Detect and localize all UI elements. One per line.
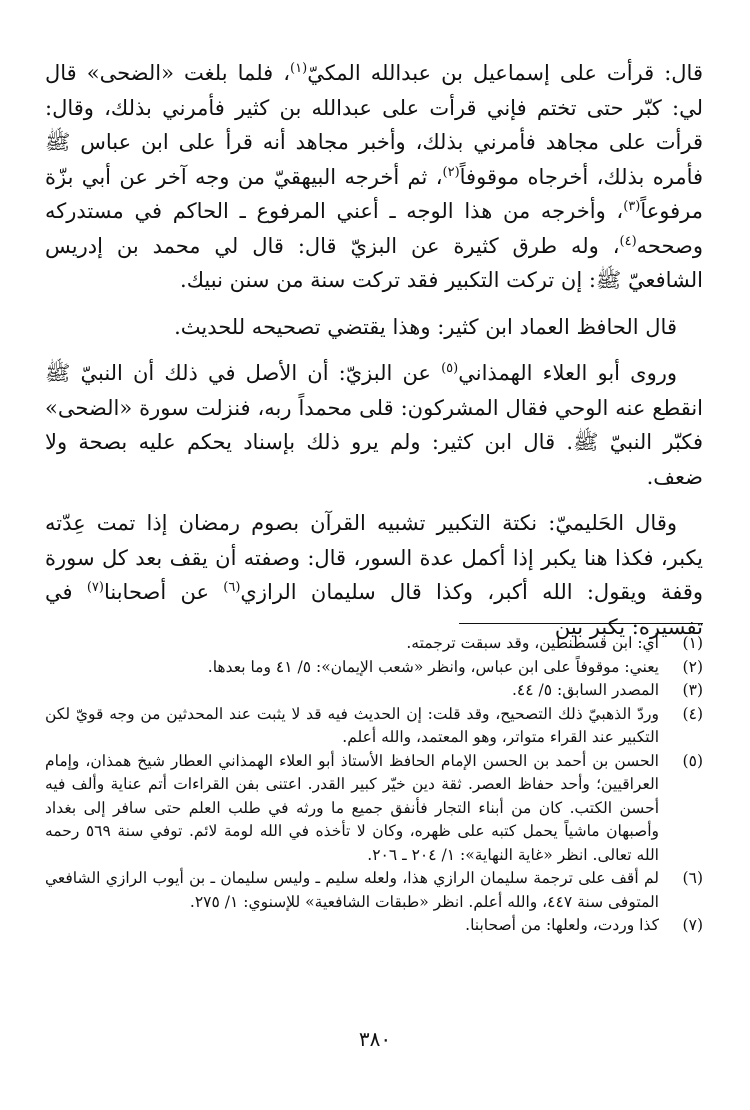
footnote-2 <box>45 656 703 680</box>
footnote-text: يعني: موقوفاً على ابن عباس، وانظر «شعب الإيمان»: ٥/ ٤١ وما بعدها. <box>207 657 659 676</box>
footnote-7 <box>45 914 703 938</box>
text-run: قال: قرأت على إسماعيل بن عبدالله المكيّ <box>307 61 703 85</box>
footnote-number: (١) <box>682 634 703 652</box>
footnote-3 <box>45 679 703 703</box>
footnote-text: المصدر السابق: ٥/ ٤٤. <box>511 681 659 699</box>
text-run: في تفسيره: يكبر بين <box>45 580 703 639</box>
footnote-text: الحسن بن أحمد بن الحسن الإمام الحافظ الأستاذ أبو العلاء الهمذاني العطار شيخ همذان، وإمام العراقيين؛ وأحد حفاظ العصر. ثقة دين خيّر كبير القدر. اعتنى بفن القراءات أتم عناية وألف فيه أحسن الكتب. كان من أبناء التجار فأنفق جميع ما ورثه في طلب العلم حتى سافر إلى بغداد وأصبهان ماشياً يحمل كتبه على ظهره، وكان لا تأخذه في الله لومة لائم. توفي سنة ٥٦٩ رحمه الله تعالى. انظر «غاية النهاية»: ١/ ٢٠٤ ـ ٢٠٦. <box>45 751 659 864</box>
text-run: ، وله طرق كثيرة عن البزيّ قال: قال لي محمد بن إدريس الشافعيّ ﷺ: إن تركت التكبير فقد تركت سنة من سنن نبيك. <box>45 233 703 292</box>
footnote-4 <box>45 703 703 750</box>
text-run: وروى أبو العلاء الهمذاني <box>458 361 677 385</box>
main-text <box>45 56 703 644</box>
footnote-ref-3[interactable]: (٣) <box>623 199 641 214</box>
footnote-number: (٣) <box>682 681 703 699</box>
footnote-ref-4[interactable]: (٤) <box>619 233 637 249</box>
footnote-ref-1[interactable]: (١) <box>290 61 308 76</box>
footnote-number: (٤) <box>682 704 703 723</box>
footnote-text: وردّ الذهبيّ ذلك التصحيح، وقد قلت: إن الحديث فيه قد لا يثبت عند المحدثين من وجه قويّ لكن التكبير عند القراء متواتر، وهو المعتمد، والله أعلم. <box>45 704 659 746</box>
footnote-ref-2[interactable]: (٢) <box>442 164 460 180</box>
footnote-ref-5[interactable]: (٥) <box>441 361 459 376</box>
page-number: ٣٨٠ <box>358 1027 392 1051</box>
text-run: قال الحافظ العماد ابن كثير: وهذا يقتضي تصحيحه للحديث. <box>174 314 677 339</box>
footnote-separator <box>459 623 703 624</box>
text-run: وقال الحَليميّ: نكتة التكبير تشبيه القرآن بصوم رمضان إذا تمت عِدّته يكبر، فكذا هنا يكبر إذا أكمل عدة السور، قال: وصفته أن يقف بعد كل سورة وقفة ويقول: الله أكبر، وكذا قال سليمان الرازي <box>45 511 703 604</box>
paragraph-1 <box>45 56 703 298</box>
footnotes <box>45 632 703 938</box>
footnote-number: (٦) <box>682 869 703 887</box>
text-run: عن البزيّ: أن الأصل في ذلك أن النبيّ ﷺ انقطع عنه الوحي فقال المشركون: قلى محمداً ربه، فنزلت سورة «الضحى» فكبّر النبيّ ﷺ. قال ابن كثير: ولم يرو ذلك بإسناد يحكم عليه بصحة ولا ضعف. <box>45 361 703 489</box>
footnote-number: (٧) <box>682 916 703 934</box>
paragraph-2 <box>45 310 703 345</box>
footnote-ref-6[interactable]: (٦) <box>223 580 241 595</box>
footnote-text: لم أقف على ترجمة سليمان الرازي هذا، ولعله سليم ـ وليس سليمان ـ بن أيوب الرازي الشافعي المتوفى سنة ٤٤٧، والله أعلم. انظر «طبقات الشافعية» للإسنوي: ١/ ٢٧٥. <box>45 869 659 911</box>
footnote-number: (٢) <box>682 657 703 676</box>
footnote-6 <box>45 867 703 914</box>
footnote-text: كذا وردت، ولعلها: من أصحابنا. <box>465 916 659 934</box>
text-run: ، وأخرجه من هذا الوجه ـ أعني المرفوع ـ الحاكم في مستدركه وصححه <box>45 199 703 258</box>
text-run: ، ثم أخرجه البيهقيّ من وجه آخر عن أبي بزّة مرفوعاً <box>45 164 703 223</box>
footnote-number: (٥) <box>682 751 703 770</box>
text-run: ، فلما بلغت «الضحى» قال لي: كبّر حتى تختم فإني قرأت على عبدالله بن كثير فأمرني بذلك، وقال: قرأت على مجاهد فأمرني بذلك، وأخبر مجاهد أنه قرأ على ابن عباس ﷺ فأمره بذلك، أخرجاه موقوفاً <box>45 61 704 189</box>
footnote-1 <box>45 632 703 656</box>
paragraph-3 <box>45 356 703 494</box>
footnote-5 <box>45 750 703 868</box>
footnote-ref-7[interactable]: (٧) <box>86 580 104 595</box>
footnote-text: أي: ابن قسطنطين، وقد سبقت ترجمته. <box>406 634 659 652</box>
text-run: عن أصحابنا <box>103 580 224 604</box>
